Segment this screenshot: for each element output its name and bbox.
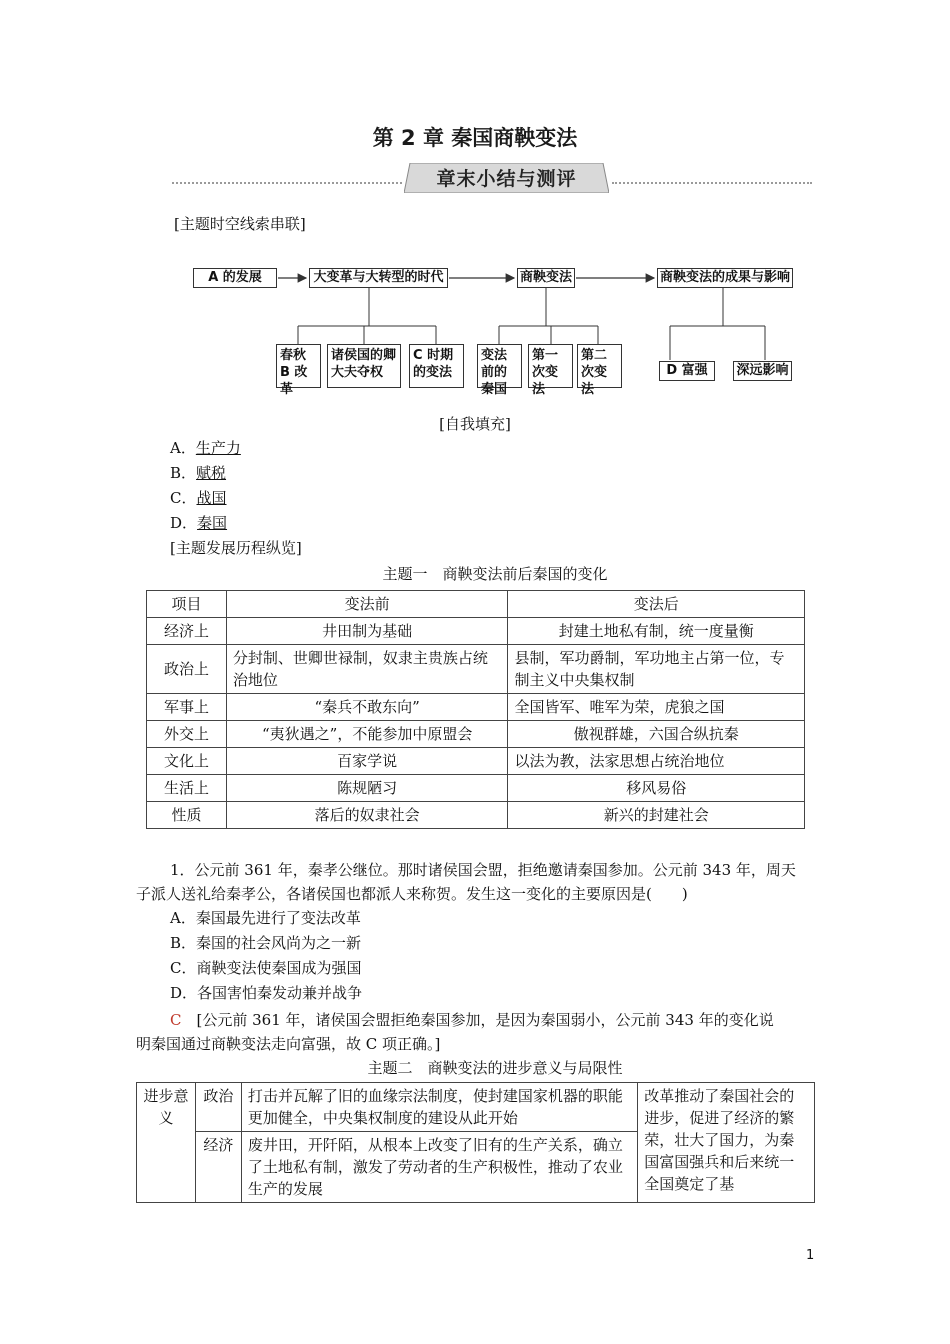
header-after: 变法后 — [508, 591, 805, 618]
cell-before: 陈规陋习 — [226, 775, 508, 802]
cell-before: 分封制、世卿世禄制，奴隶主贵族占统治地位 — [226, 645, 508, 694]
table-row — [147, 645, 805, 694]
table-header-row — [147, 591, 805, 618]
flow-box-nobles: 诸侯国的卿大夫夺权 — [327, 344, 401, 388]
header-before: 变法前 — [226, 591, 508, 618]
cell-after: 新兴的封建社会 — [508, 802, 805, 829]
group-label: 进步意义 — [137, 1083, 196, 1203]
fill-label: [自我填充] — [439, 415, 511, 433]
header-item: 项目 — [147, 591, 227, 618]
page-number: 1 — [806, 1248, 815, 1263]
row-label: 性质 — [147, 802, 227, 829]
cell-before: 井田制为基础 — [226, 618, 508, 645]
chapter-title: 第 2 章 秦国商鞅变法 — [372, 126, 578, 150]
row-label: 军事上 — [147, 694, 227, 721]
cell-after: 以法为教，法家思想占统治地位 — [508, 748, 805, 775]
section-banner: 章末小结与测评 — [436, 168, 577, 190]
answer-letter: C — [170, 1011, 182, 1029]
table-row — [147, 802, 805, 829]
question-stem-line1: 1．公元前 361 年，秦孝公继位。那时诸侯国会盟，拒绝邀请秦国参加。公元前 343 年，周天 — [170, 861, 796, 879]
answer-c: C．战国 — [170, 489, 227, 507]
option-b: B．秦国的社会风尚为之一新 — [170, 934, 362, 952]
table-row — [147, 775, 805, 802]
explanation-line1: C [公元前 361 年，诸侯国会盟拒绝秦国参加，是因为秦国弱小，公元前 343 年的变化说 — [170, 1011, 774, 1029]
aspect-economy: 经济 — [195, 1132, 241, 1203]
table-row — [147, 748, 805, 775]
row-label: 文化上 — [147, 748, 227, 775]
row-label: 外交上 — [147, 721, 227, 748]
option-d: D．各国害怕秦发动兼并战争 — [170, 984, 363, 1002]
flow-box-influence: 深远影响 — [733, 361, 792, 381]
cell-after: 全国皆军、唯军为荣，虎狼之国 — [508, 694, 805, 721]
flow-box-first-reform: 第一次变法 — [528, 344, 573, 388]
cell-after: 傲视群雄，六国合纵抗秦 — [508, 721, 805, 748]
economy-text: 废井田，开阡陌，从根本上改变了旧有的生产关系，确立了土地私有制，激发了劳动者的生产积极性，推动了农业生产的发展 — [241, 1132, 637, 1203]
cell-before: “夷狄遇之”，不能参加中原盟会 — [226, 721, 508, 748]
cell-after: 移风易俗 — [508, 775, 805, 802]
flow-box-era: 大变革与大转型的时代 — [309, 268, 448, 288]
row-label: 政治上 — [147, 645, 227, 694]
cell-before: “秦兵不敢东向” — [226, 694, 508, 721]
answer-d: D．秦国 — [170, 514, 228, 532]
table-row — [147, 694, 805, 721]
flow-connectors — [0, 0, 950, 400]
flow-box-second-reform: 第二次变法 — [577, 344, 622, 388]
topic1-table — [146, 590, 805, 829]
row-label: 生活上 — [147, 775, 227, 802]
explanation-line2: 明秦国通过商鞅变法走向富强，故 C 项正确。] — [136, 1035, 441, 1053]
section-label-overview: [主题发展历程纵览] — [170, 539, 302, 557]
flow-box-productivity: A 的发展 — [193, 268, 277, 288]
flow-box-reform: 商鞅变法 — [517, 268, 575, 288]
cell-after: 县制，军功爵制，军功地主占第一位，专制主义中央集权制 — [508, 645, 805, 694]
cell-before: 落后的奴隶社会 — [226, 802, 508, 829]
cell-after: 封建土地私有制，统一度量衡 — [508, 618, 805, 645]
topic2-title: 主题二 商鞅变法的进步意义与局限性 — [367, 1059, 623, 1077]
question-stem-line2: 子派人送礼给秦孝公，各诸侯国也都派人来称贺。发生这一变化的主要原因是( ) — [136, 885, 688, 903]
aspect-politics: 政治 — [195, 1083, 241, 1132]
cell-before: 百家学说 — [226, 748, 508, 775]
option-a: A．秦国最先进行了变法改革 — [170, 909, 361, 927]
topic2-table — [136, 1082, 815, 1203]
flow-box-warring-states: C 时期的变法 — [409, 344, 464, 388]
row-label: 经济上 — [147, 618, 227, 645]
table-row — [147, 618, 805, 645]
politics-text: 打击并瓦解了旧的血缘宗法制度，使封建国家机器的职能更加健全，中央集权制度的建设从此开始 — [241, 1083, 637, 1132]
table-row — [137, 1083, 815, 1132]
answer-a: A．生产力 — [170, 439, 241, 457]
flow-box-spring-autumn: 春秋 B 改革 — [276, 344, 321, 388]
summary-text: 改革推动了秦国社会的进步，促进了经济的繁荣，壮大了国力，为秦国富国强兵和后来统一全国奠定了基 — [638, 1083, 815, 1203]
flow-box-pre-reform-qin: 变法前的秦国 — [477, 344, 522, 388]
flow-box-results: 商鞅变法的成果与影响 — [657, 268, 793, 288]
flow-box-prosperity: D 富强 — [659, 361, 715, 381]
topic1-title: 主题一 商鞅变法前后秦国的变化 — [382, 565, 608, 583]
table-row — [147, 721, 805, 748]
section-label-timeline: [主题时空线索串联] — [174, 215, 306, 233]
answer-b: B．赋税 — [170, 464, 227, 482]
option-c: C．商鞅变法使秦国成为强国 — [170, 959, 362, 977]
